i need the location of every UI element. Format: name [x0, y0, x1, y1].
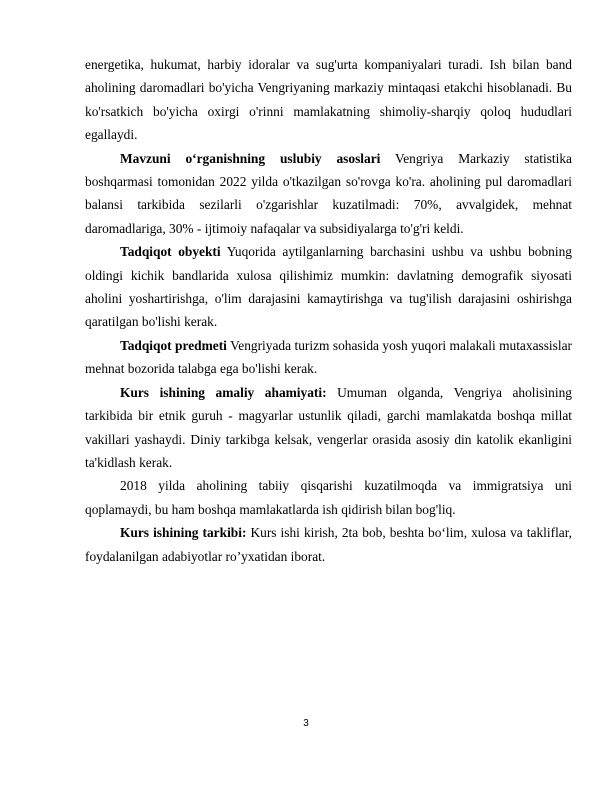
paragraph-methodology — [85, 147, 572, 241]
paragraph-heading: Kurs ishining tarkibi: — [120, 525, 247, 541]
paragraph-text: Umuman olganda, Vengriya aholisining tarkibida bir etnik guruh - magyarlar ustunlik qiladi, garchi mamlakatda boshqa millat vakillari yashaydi. Diniy tarkibga kelsak, vengerlar orasida asosiy din katolik ekanligini ta'kidlash kerak. — [85, 384, 572, 470]
paragraph-text: 2018 yilda aholining tabiiy qisqarishi kuzatilmoqda va immigratsiya uni qoplamaydi, bu ham boshqa mamlakatlarda ish qidirish bilan bog'liq. — [85, 478, 572, 517]
paragraph-text: Kurs ishi kirish, 2ta bob, beshta bo‘lim, xulosa va takliflar, foydalanilgan adabiyotlar ro’yxatidan iborat. — [85, 525, 572, 564]
paragraph-text: Vengriyada turizm sohasida yosh yuqori malakali mutaxassislar mehnat bozorida talabga ega bo'lishi kerak. — [85, 337, 572, 377]
page-number: 3 — [303, 718, 309, 729]
paragraph-structure — [85, 521, 572, 568]
paragraph-research-subject — [85, 334, 572, 381]
paragraph-continuation — [85, 53, 572, 147]
paragraph-population-2018 — [85, 474, 572, 521]
paragraph-text: energetika, hukumat, harbiy idoralar va sug'urta kompaniyalari turadi. Ish bilan band aholining daromadlari bo'yicha Vengriyaning markaziy mintaqasi etakchi hisoblanadi. Bu ko'rsatkich bo'yicha oxirgi o'rinni mamlakatning shimoliy-sharqiy qoloq hududlari egallaydi. — [85, 57, 572, 143]
paragraph-text: Yuqorida aytilganlarning barchasini ushbu va ushbu bobning oldingi kichik bandlarida xulosa qilishimiz mumkin: davlatning demografik siyosati aholini yoshartirishga, o'lim darajasini kamaytirishga va tug'ilish darajasini oshirishga qaratilgan bo'lishi kerak. — [85, 244, 572, 330]
paragraph-heading: Kurs ishining amaliy ahamiyati: — [120, 384, 327, 400]
body-text — [85, 53, 572, 568]
paragraph-text: Vengriya Markaziy statistika boshqarmasi tomonidan 2022 yilda o'tkazilgan so'rovga ko'ra. aholining pul daromadlari balansi tarkibida sezilarli o'zgarishlar kuzatilmadi: 70%, avvalgidek, mehnat daromadlariga, 30% - ijtimoiy nafaqalar va subsidiyalarga to'g'ri keldi. — [85, 150, 572, 236]
paragraph-practical-significance — [85, 381, 572, 475]
paragraph-research-object — [85, 240, 572, 334]
paragraph-heading: Tadqiqot predmeti — [120, 337, 227, 353]
paragraph-heading: Mavzuni o‘rganishning uslubiy asoslari — [120, 150, 381, 166]
paragraph-heading: Tadqiqot obyekti — [120, 244, 221, 260]
